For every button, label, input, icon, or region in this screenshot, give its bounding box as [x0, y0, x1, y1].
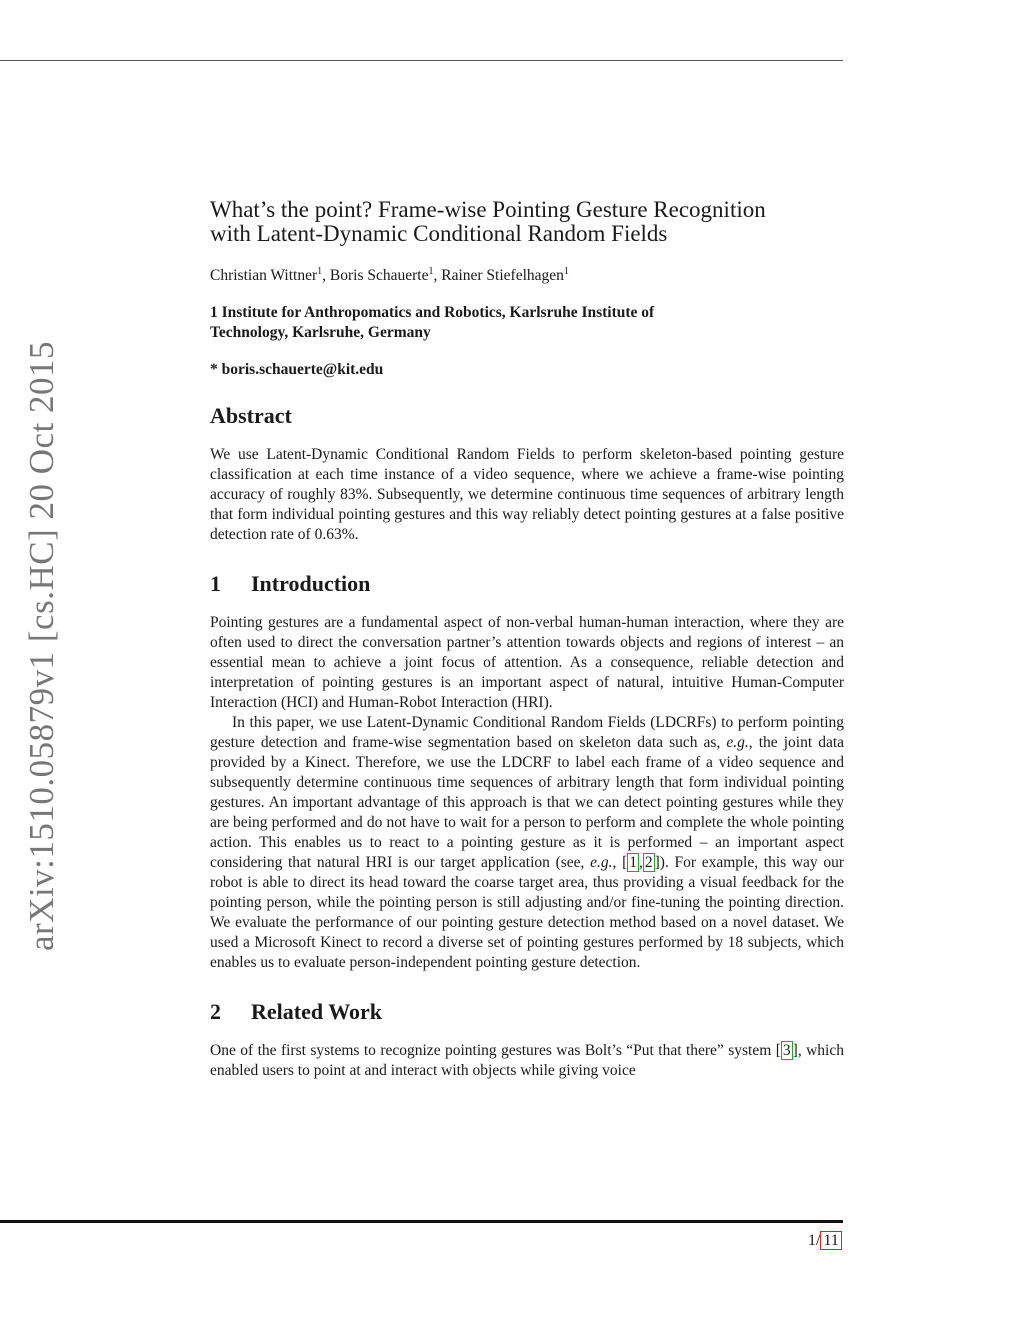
text-run: ). For example, this way our robot is able to direct its head toward the coarse target area, thus providing a visual feedback for the pointing person, while the pointing person is still adjusting and/or fine-tuning the pointing direction. We evaluate the performance of our pointing gesture detection method based on a novel dataset. We used a Microsoft Kinect to record a diverse set of pointing gestures performed by 18 subjects, which enables us to evaluate person-independent pointing gesture detection. [210, 854, 845, 972]
author-affil-sup: 1 [563, 266, 569, 277]
text-run: , the joint data provided by a Kinect. Therefore, we use the LDCRF to label each frame of a video sequence and subsequently determine continuous time sequences of arbitrary length that form individual pointing gestures. An important advantage of this approach is that we can detect pointing gestures while they are being performed and do not have to wait for a person to perform and complete the whole pointing action. This enables us to react to a pointing gesture as it is performed – an important aspect considering that natural HRI is our target application (see, [210, 734, 845, 872]
corresponding-email: * boris.schauerte@kit.edu [210, 361, 384, 379]
text-run: One of the first systems to recognize pointing gestures was Bolt’s “Put that there” system [210, 1042, 776, 1060]
text-run: , [612, 854, 623, 872]
title-line-2: with Latent-Dynamic Conditional Random Fields [210, 221, 668, 246]
affiliation-line-1: 1 Institute for Anthropomatics and Robotics, Karlsruhe Institute of [210, 304, 655, 322]
section-number: 1 [210, 571, 221, 597]
emphasis: e.g. [590, 854, 613, 872]
section-heading-related-work [210, 999, 844, 1025]
author-sep: , [433, 267, 442, 285]
title-line-1: What’s the point? Frame-wise Pointing Gesture Recognition [210, 197, 766, 222]
text-run: , which enabled users to point at and interact with objects while giving voice [210, 1042, 844, 1080]
intro-paragraph-1: Pointing gestures are a fundamental aspect of non-verbal human-human interaction, where they are often used to direct the conversation partner’s attention towards objects and regions of interest – an essential mean to achieve a joint focus of attention. As a consequence, reliable detection and interpretation of pointing gestures is an important aspect of natural, intuitive Human-Computer Interaction (HCI) and Human-Robot Interaction (HRI). [210, 614, 844, 712]
section-title: Introduction [251, 571, 371, 597]
author-list [210, 266, 844, 285]
author-affil-sup: 1 [428, 266, 434, 277]
citation-link[interactable]: 2 [644, 854, 653, 872]
arxiv-stamp-text: arXiv:1510.05879v1 [cs.HC] 20 Oct 2015 [22, 340, 61, 952]
top-rule [0, 60, 843, 61]
page-number [808, 1232, 842, 1250]
citation-link[interactable]: 3 [782, 1042, 791, 1060]
related-work-paragraph: One of the first systems to recognize pointing gestures was Bolt’s “Put that there” system [ 3 ], which enabled users to point at and interact with objects while giving voice [210, 1042, 844, 1080]
abstract-text: We use Latent-Dynamic Conditional Random Fields to perform skeleton-based pointing gesture classification at each time instance of a video sequence, where we achieve a frame-wise pointing accuracy of roughly 83%. Subsequently, we determine continuous time sequences of arbitrary length that form individual pointing gestures and this way reliably detect pointing gestures at a false positive detection rate of 0.63%. [210, 446, 844, 544]
text-run: In this paper, we use Latent-Dynamic Conditional Random Fields (LDCRFs) to perform pointing gesture detection and frame-wise segmentation based on skeleton data such as, [210, 714, 844, 752]
author-name: Boris Schauerte [329, 267, 429, 285]
emphasis: e.g. [726, 734, 749, 752]
author-affil-sup: 1 [317, 266, 323, 277]
author-name: Rainer Stiefelhagen [441, 267, 564, 285]
intro-paragraph-2: In this paper, we use Latent-Dynamic Conditional Random Fields (LDCRFs) to perform pointing gesture detection and frame-wise segmentation based on skeleton data such as, e.g., the joint data provided by a Kinect. Therefore, we use the LDCRF to label each frame of a video sequence and subsequently determine continuous time sequences of arbitrary length that form individual pointing gestures. An important advantage of this approach is that we can detect pointing gestures while they are being performed and do not have to wait for a person to perform and complete the whole pointing action. This enables us to react to a pointing gesture as it is performed – an important aspect considering that natural HRI is our target application (see, e.g., [ 1 , 2 ]). For example, this way our robot is able to direct its head toward the coarse target area, thus providing a visual feedback for the pointing person, while the pointing person is still adjusting and/or fine-tuning the pointing direction. We evaluate the performance of our pointing gesture detection method based on a novel dataset. We used a Microsoft Kinect to record a diverse set of pointing gestures performed by 18 subjects, which enables us to evaluate person-independent pointing gesture detection. [210, 714, 845, 972]
section-title: Related Work [251, 999, 382, 1025]
author-name: Christian Wittner [210, 267, 318, 285]
bottom-rule [0, 1220, 843, 1223]
page-total-link[interactable]: 11 [820, 1231, 841, 1250]
text-run: , [638, 854, 643, 872]
author-sep: , [322, 267, 330, 285]
citation-link[interactable]: 1 [629, 854, 637, 872]
paper-title [210, 198, 844, 246]
section-heading-introduction [210, 571, 844, 597]
section-number: 2 [210, 999, 221, 1025]
page-current: 1/ [808, 1232, 821, 1249]
abstract-heading: Abstract [210, 403, 292, 429]
affiliation-line-2: Technology, Karlsruhe, Germany [210, 324, 431, 342]
affiliation [210, 303, 844, 343]
paper-body [210, 198, 844, 1081]
